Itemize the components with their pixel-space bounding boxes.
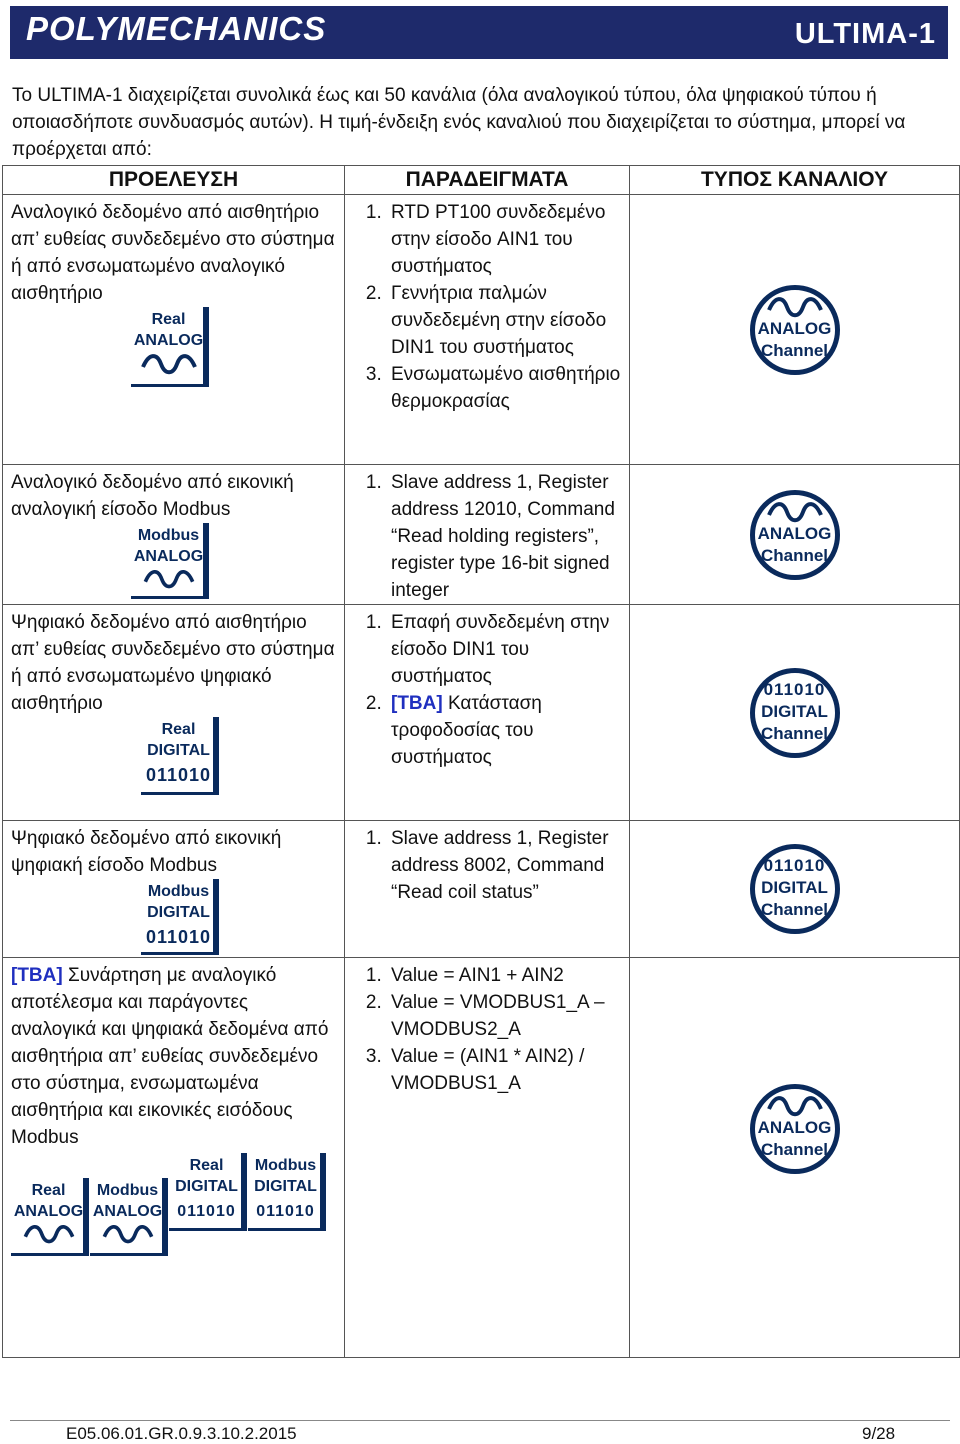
wave-icon <box>141 353 197 375</box>
badge-line1: Real <box>151 311 186 328</box>
source-cell <box>3 958 345 1358</box>
binary-icon: 011010 <box>256 1203 315 1220</box>
source-text: Συνάρτηση με αναλογικό αποτέλεσμα και παράγοντες αναλογικά και ψηφιακά δεδομένα από αισθητήρια απ’ ευθείας συνδεδεμένο στο σύστημα, ενσωματωμένα αισθητήρια και εικονικές εισόδους Modbus <box>11 965 329 1148</box>
analog-channel-icon <box>750 490 840 580</box>
source-cell <box>3 605 345 821</box>
header-bar <box>10 6 948 59</box>
table-row <box>3 605 960 821</box>
badge-line2: ANALOG <box>133 332 204 349</box>
example-item: 1. Value = AIN1 + AIN2 <box>387 962 623 989</box>
real-digital-badge-icon <box>169 1153 247 1231</box>
example-item: 2. Γεννήτρια παλμών συνδεδεμένη στην είσοδο DIN1 του συστήματος <box>387 280 623 361</box>
digital-channel-icon <box>750 668 840 758</box>
tba-tag: [TBA] <box>11 965 63 986</box>
badge-line1: Real <box>161 721 196 738</box>
real-analog-badge-icon <box>131 307 209 387</box>
binary-icon: 011010 <box>145 927 212 947</box>
real-digital-badge-icon <box>141 717 219 795</box>
brand-logo: POLYMECHANICS <box>26 10 327 47</box>
channel-label: Channel <box>760 1140 829 1159</box>
channel-label: Channel <box>760 340 829 360</box>
example-item: 3. Value = (AIN1 * AIN2) / VMODBUS1_A <box>387 1043 623 1097</box>
badge-line1: Real <box>189 1157 224 1174</box>
table-row <box>3 958 960 1358</box>
channel-label: Channel <box>760 900 829 919</box>
examples-cell <box>345 195 630 465</box>
badge-line2: DIGITAL <box>147 742 210 759</box>
source-text: Αναλογικό δεδομένο από αισθητήριο απ’ ευθείας συνδεδεμένο στο σύστημα ή από ενσωματωμένο αναλογικό αισθητήριο <box>11 202 335 304</box>
source-cell <box>3 465 345 605</box>
example-item: 1. RTD PT100 συνδεδεμένο στην είσοδο AIN1 του συστήματος <box>387 199 623 280</box>
source-text: Ψηφιακό δεδομένο από εικονική ψηφιακή είσοδο Modbus <box>11 828 282 876</box>
modbus-analog-badge-icon <box>90 1178 168 1256</box>
badge-line2: DIGITAL <box>254 1178 317 1195</box>
type-cell <box>630 821 960 958</box>
source-badges <box>11 1153 336 1256</box>
example-item: 3. Ενσωματωμένο αισθητήριο θερμοκρασίας <box>387 361 623 415</box>
examples-cell <box>345 605 630 821</box>
source-cell <box>3 195 345 465</box>
header-source: ΠΡΟΕΛΕΥΣΗ <box>3 166 345 195</box>
example-item: 1. Slave address 1, Register address 8002, Command “Read coil status” <box>387 825 623 906</box>
badge-line1: Real <box>31 1182 66 1199</box>
model-logo: ULTIMA-1 <box>794 18 936 50</box>
document-code: E05.06.01.GR.0.9.3.10.2.2015 <box>66 1424 297 1443</box>
analog-channel-icon <box>750 285 840 375</box>
badge-line2: DIGITAL <box>175 1178 238 1195</box>
example-item: 1. Επαφή συνδεδεμένη στην είσοδο DIN1 του συστήματος <box>387 609 623 690</box>
footer-divider <box>10 1420 950 1421</box>
type-cell <box>630 465 960 605</box>
modbus-digital-badge-icon <box>141 879 219 955</box>
source-text-block <box>11 962 336 1151</box>
examples-cell <box>345 958 630 1358</box>
badge-line2: DIGITAL <box>147 904 210 921</box>
channel-sources-table <box>2 165 960 1358</box>
channel-type-label: ANALOG <box>757 1118 832 1137</box>
badge-line1: Modbus <box>96 1182 159 1199</box>
type-cell <box>630 605 960 821</box>
example-text: Κατάσταση τροφοδοσίας του συστήματος <box>391 693 542 768</box>
badge-line2: ANALOG <box>133 548 204 565</box>
binary-icon: 011010 <box>763 856 826 875</box>
example-item: 2. Value = VMODBUS1_A – VMODBUS2_A <box>387 989 623 1043</box>
modbus-analog-badge-icon <box>131 523 209 599</box>
modbus-digital-badge-icon <box>248 1153 326 1231</box>
badge-line2: ANALOG <box>13 1203 84 1220</box>
source-text: Ψηφιακό δεδομένο από αισθητήριο απ’ ευθείας συνδεδεμένο στο σύστημα ή από ενσωματωμένο ψηφιακό αισθητήριο <box>11 612 335 714</box>
example-item <box>387 690 623 771</box>
tba-tag: [TBA] <box>391 693 443 714</box>
source-cell <box>3 821 345 958</box>
channel-label: Channel <box>760 545 829 565</box>
channel-type-label: DIGITAL <box>761 878 828 897</box>
binary-icon: 011010 <box>145 765 212 785</box>
binary-icon: 011010 <box>763 679 826 699</box>
header-examples: ΠΑΡΑΔΕΙΓΜΑΤΑ <box>345 166 630 195</box>
examples-cell <box>345 465 630 605</box>
real-analog-badge-icon <box>11 1178 89 1256</box>
page-number: 9/28 <box>862 1424 896 1443</box>
examples-cell <box>345 821 630 958</box>
badge-line1: Modbus <box>254 1157 317 1174</box>
wave-icon <box>767 501 823 523</box>
intro-paragraph: Το ULTIMA-1 διαχειρίζεται συνολικά έως και 50 κανάλια (όλα αναλογικού τύπου, όλα ψηφιακού τύπου ή οποιασδήποτε συνδυασμός αυτών). Η τιμή-ένδειξη ενός καναλιού που διαχειρίζεται το σύστημα, μπορεί να προέρχεται από: <box>12 85 906 160</box>
badge-line1: Modbus <box>147 883 210 900</box>
table-header-row <box>3 166 960 195</box>
wave-icon <box>767 296 823 318</box>
table-row <box>3 195 960 465</box>
table-row <box>3 465 960 605</box>
channel-type-label: ANALOG <box>757 318 832 338</box>
type-cell <box>630 958 960 1358</box>
header-type: ΤΥΠΟΣ ΚΑΝΑΛΙΟΥ <box>630 166 960 195</box>
wave-icon <box>21 1224 77 1244</box>
analog-channel-icon <box>750 1084 840 1174</box>
channel-type-label: ANALOG <box>757 523 832 543</box>
example-item: 1. Slave address 1, Register address 12010, Command “Read holding registers”, register type 16-bit signed integer <box>387 469 623 604</box>
wave-icon <box>100 1224 156 1244</box>
source-text: Αναλογικό δεδομένο από εικονική αναλογική είσοδο Modbus <box>11 472 294 520</box>
channel-label: Channel <box>760 723 829 743</box>
digital-channel-icon <box>750 844 840 934</box>
wave-icon <box>141 569 197 589</box>
channel-type-label: DIGITAL <box>761 701 828 721</box>
table-row <box>3 821 960 958</box>
badge-line2: ANALOG <box>92 1203 163 1220</box>
wave-icon <box>767 1095 823 1117</box>
badge-line1: Modbus <box>137 527 200 544</box>
type-cell <box>630 195 960 465</box>
binary-icon: 011010 <box>177 1203 236 1220</box>
